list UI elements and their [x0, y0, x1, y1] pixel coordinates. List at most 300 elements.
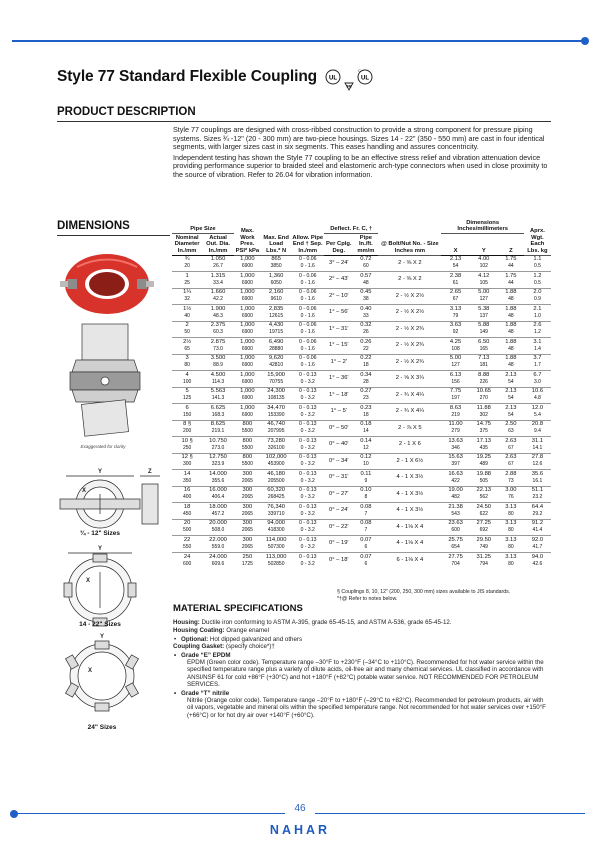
rule-dot — [10, 810, 18, 818]
nominal-diameter-cell: 22 550 — [172, 536, 202, 553]
actual-od-cell: 16.000 406.4 — [202, 486, 234, 503]
bolt-nut-cell: 4 - 1 X 3½ — [378, 486, 441, 503]
table-row — [172, 321, 551, 338]
end-load-cell: 46,740 207995 — [261, 420, 291, 437]
pipe-deflection-cell: 0.07 6 — [353, 552, 378, 569]
x-dimension-cell: 2.38 61 — [441, 272, 469, 289]
dimensions-header: Dimensions Inches/millimeters — [441, 219, 523, 234]
actual-od-cell: 4.500 114.3 — [202, 371, 234, 388]
weight-cell: 35.6 16.1 — [524, 470, 551, 487]
housing-label: Housing: — [173, 619, 200, 626]
bolt-nut-cell: 2 - ⅜ X 2 — [378, 255, 441, 272]
work-pressure-cell: 1,000 6900 — [234, 321, 261, 338]
bolt-nut-cell: 2 - 1 X 6 — [378, 437, 441, 454]
gasket-label: Coupling Gasket: — [173, 643, 225, 651]
end-load-cell: 113,000 502850 — [261, 552, 291, 569]
coating-label: Housing Coating: — [173, 627, 225, 635]
weight-cell: 1.2 0.5 — [524, 272, 551, 289]
product-description-heading: PRODUCT DESCRIPTION — [57, 106, 196, 118]
actual-od-cell: 3.500 88.9 — [202, 354, 234, 371]
weight-cell: 51.1 23.2 — [524, 486, 551, 503]
actual-od-cell: 2.375 60.3 — [202, 321, 234, 338]
nominal-diameter-cell: 1¼ 32 — [172, 288, 202, 305]
x-dimension-cell: 19.00 482 — [441, 486, 469, 503]
ul-listed-icon — [326, 70, 340, 84]
pipe-end-separation-cell: 0 - 0.13 0 - 3.2 — [291, 536, 324, 553]
optional-text: Hot dipped galvanized and others — [209, 635, 303, 643]
page-title: Style 77 Standard Flexible Coupling — [57, 68, 318, 85]
x-dimension-cell: 2.13 54 — [441, 255, 469, 272]
pipe-deflection-cell: 0.72 60 — [353, 255, 378, 272]
nominal-diameter-cell: 2½ 65 — [172, 338, 202, 355]
actual-od-cell: 14.000 355.6 — [202, 470, 234, 487]
table-row — [172, 255, 551, 272]
per-coupling-deflection-cell: 0° – 40' — [324, 437, 353, 454]
per-coupling-deflection-cell: 0° – 22' — [324, 519, 353, 536]
end-load-cell: 46,180 205500 — [261, 470, 291, 487]
actual-od-cell: 20.000 508.0 — [202, 519, 234, 536]
y-dimension-cell: 11.88 302 — [470, 404, 498, 421]
end-load-cell: 114,000 507300 — [261, 536, 291, 553]
work-pressure-cell: 1,000 6900 — [234, 338, 261, 355]
y-dimension-cell: 19.25 489 — [470, 453, 498, 470]
nominal-diameter-cell: 14 350 — [172, 470, 202, 487]
nominal-diameter-header: Nominal Diameter In./mm — [172, 234, 202, 256]
pipe-end-separation-cell: 0 - 0.13 0 - 3.2 — [291, 437, 324, 454]
table-row — [172, 536, 551, 553]
work-pressure-cell: 300 2065 — [234, 519, 261, 536]
x-dimension-cell: 21.38 543 — [441, 503, 469, 520]
table-row — [172, 503, 551, 520]
coupling-illustrations — [52, 232, 170, 736]
end-load-cell: 94,000 418300 — [261, 519, 291, 536]
y-dimension-cell: 14.75 375 — [470, 420, 498, 437]
nominal-diameter-cell: 18 450 — [172, 503, 202, 520]
x-dimension-cell: 13.63 346 — [441, 437, 469, 454]
weight-cell: 6.7 3.0 — [524, 371, 551, 388]
pipe-deflection-header: Pipe In./ft. mm/m — [353, 234, 378, 256]
work-pressure-cell: 800 5500 — [234, 420, 261, 437]
pipe-end-separation-cell: 0 - 0.06 0 - 1.6 — [291, 272, 324, 289]
bolt-nut-header: @ Bolt/Nut No. - Size Inches mm — [378, 219, 441, 255]
pipe-deflection-cell: 0.14 12 — [353, 437, 378, 454]
work-pressure-cell: 1,000 6900 — [234, 255, 261, 272]
dimensions-table — [172, 219, 551, 569]
rule-dot — [581, 37, 589, 45]
end-load-cell: 9,620 42810 — [261, 354, 291, 371]
table-row — [172, 453, 551, 470]
y-dimension-cell: 8.88 226 — [470, 371, 498, 388]
large-size-drawing — [66, 641, 139, 711]
end-load-cell: 4,430 19715 — [261, 321, 291, 338]
weight-cell: 1.1 0.5 — [524, 255, 551, 272]
y-dimension-cell: 17.13 435 — [470, 437, 498, 454]
pipe-size-header: Pipe Size — [172, 219, 234, 234]
z-header: Z — [498, 234, 524, 256]
nominal-diameter-cell: 24 600 — [172, 552, 202, 569]
z-dimension-cell: 2.13 54 — [498, 404, 524, 421]
y-dimension-cell: 22.13 562 — [470, 486, 498, 503]
work-pressure-cell: 1,000 6900 — [234, 387, 261, 404]
nominal-diameter-cell: 6 150 — [172, 404, 202, 421]
per-coupling-deflection-cell: 1° – 56' — [324, 305, 353, 322]
pipe-end-separation-cell: 0 - 0.06 0 - 1.6 — [291, 321, 324, 338]
z-dimension-cell: 3.13 80 — [498, 536, 524, 553]
grade-e-text: EPDM (Green color code). Temperature range –30°F to +230°F (–34°C to +110°C). Recommended for hot water service within the specified temperature range plus a variety of dilute acids, oil-free air and many chemical services. UL classified in accordance with ANSI/NSF 61 for cold +86°F (+30°C) and hot +180°F (+82°C) potable water service. NOT RECOMMENDED FOR PETROLEUM SERVICES. — [187, 659, 544, 689]
work-pressure-cell: 1,000 6900 — [234, 272, 261, 289]
weight-cell: 91.2 41.4 — [524, 519, 551, 536]
bolt-nut-cell: 2 - 1 X 6½ — [378, 453, 441, 470]
section-rule — [57, 121, 551, 122]
actual-od-cell: 5.563 141.3 — [202, 387, 234, 404]
pipe-deflection-cell: 0.32 26 — [353, 321, 378, 338]
z-dimension-cell: 3.13 80 — [498, 519, 524, 536]
work-pressure-header: Max. Work Pres. PSI* kPa — [234, 219, 261, 255]
table-row — [172, 486, 551, 503]
work-pressure-cell: 800 5500 — [234, 437, 261, 454]
y-dimension-cell: 5.00 127 — [470, 288, 498, 305]
end-load-cell: 60,320 268425 — [261, 486, 291, 503]
work-pressure-cell: 1,000 6900 — [234, 305, 261, 322]
pipe-deflection-cell: 0.57 48 — [353, 272, 378, 289]
end-load-cell: 34,470 153390 — [261, 404, 291, 421]
pipe-end-separation-cell: 0 - 0.13 0 - 3.2 — [291, 486, 324, 503]
table-row — [172, 437, 551, 454]
work-pressure-cell: 1,000 6900 — [234, 404, 261, 421]
actual-od-cell: 12.750 323.9 — [202, 453, 234, 470]
per-coupling-deflection-cell: 0° – 31' — [324, 470, 353, 487]
certification-marks — [325, 67, 381, 93]
weight-cell: 2.6 1.2 — [524, 321, 551, 338]
pipe-end-separation-cell: 0 - 0.06 0 - 1.6 — [291, 354, 324, 371]
table-row — [172, 288, 551, 305]
table-header-row — [172, 219, 551, 234]
end-load-cell: 2,160 9610 — [261, 288, 291, 305]
gasket-text: (specify choice*)† — [225, 643, 275, 651]
table-row — [172, 552, 551, 569]
svg-text:FM: FM — [346, 84, 352, 89]
end-load-cell: 102,000 453900 — [261, 453, 291, 470]
pipe-deflection-cell: 0.40 33 — [353, 305, 378, 322]
deflection-header: Deflect. Fr. C, † — [324, 219, 378, 234]
mid-size-caption: 14 - 22" Sizes — [79, 621, 121, 628]
dimension-label-y: Y — [98, 469, 103, 475]
x-dimension-cell: 5.00 127 — [441, 354, 469, 371]
work-pressure-cell: 1,000 6900 — [234, 371, 261, 388]
table-row — [172, 272, 551, 289]
y-dimension-cell: 10.65 270 — [470, 387, 498, 404]
per-coupling-deflection-cell: 1° – 18' — [324, 387, 353, 404]
x-dimension-cell: 4.25 108 — [441, 338, 469, 355]
pipe-deflection-cell: 0.08 7 — [353, 503, 378, 520]
gasket-spec — [173, 643, 549, 650]
y-dimension-cell: 31.25 794 — [470, 552, 498, 569]
pipe-end-separation-header: Allow. Pipe End † Sep. In./mm — [291, 219, 324, 255]
table-footnotes — [337, 589, 551, 603]
end-load-header: Max. End Load Lbs.* N — [261, 219, 291, 255]
bolt-nut-cell: 2 - ¾ X 4¼ — [378, 404, 441, 421]
weight-cell: 10.6 4.8 — [524, 387, 551, 404]
end-load-cell: 2,835 12615 — [261, 305, 291, 322]
small-size-drawing — [60, 476, 160, 528]
bolt-nut-cell: 2 - ½ X 2½ — [378, 288, 441, 305]
table-row — [172, 404, 551, 421]
nominal-diameter-cell: 3 80 — [172, 354, 202, 371]
bolt-nut-cell: 4 - 1⅛ X 4 — [378, 519, 441, 536]
z-dimension-cell: 2.88 73 — [498, 470, 524, 487]
per-coupling-deflection-cell: 0° – 19' — [324, 536, 353, 553]
grade-e-title: • Grade “E” EPDM — [173, 652, 549, 659]
actual-od-cell: 22.000 559.0 — [202, 536, 234, 553]
pipe-end-separation-cell: 0 - 0.13 0 - 3.2 — [291, 470, 324, 487]
work-pressure-cell: 300 2065 — [234, 486, 261, 503]
pipe-deflection-cell: 0.18 14 — [353, 420, 378, 437]
nominal-diameter-cell: 16 400 — [172, 486, 202, 503]
pipe-deflection-cell: 0.34 28 — [353, 371, 378, 388]
per-coupling-deflection-cell: 0° – 18' — [324, 552, 353, 569]
z-dimension-cell: 1.88 48 — [498, 354, 524, 371]
work-pressure-cell: 300 2065 — [234, 536, 261, 553]
z-dimension-cell: 3.13 80 — [498, 552, 524, 569]
nominal-diameter-cell: 8 § 200 — [172, 420, 202, 437]
per-coupling-deflection-cell: 1° – 5' — [324, 404, 353, 421]
exaggerated-caption: Exaggerated for clarity — [80, 444, 126, 449]
y-dimension-cell: 4.12 105 — [470, 272, 498, 289]
svg-text:UL: UL — [329, 75, 337, 82]
bolt-nut-cell: 2 - ¾ X 4¼ — [378, 387, 441, 404]
z-dimension-cell: 2.13 54 — [498, 387, 524, 404]
end-load-cell: 15,900 70755 — [261, 371, 291, 388]
bolt-nut-cell: 6 - 1⅛ X 4 — [378, 552, 441, 569]
x-dimension-cell: 27.75 704 — [441, 552, 469, 569]
ulc-listed-icon — [358, 69, 372, 84]
y-header: Y — [470, 234, 498, 256]
bolt-nut-cell: 2 - ½ X 2¾ — [378, 354, 441, 371]
actual-od-cell: 1.050 26.7 — [202, 255, 234, 272]
dimension-label-y: Y — [100, 634, 105, 640]
z-dimension-cell: 1.88 48 — [498, 288, 524, 305]
bolt-nut-cell: 2 - ½ X 2¾ — [378, 321, 441, 338]
y-dimension-cell: 29.50 749 — [470, 536, 498, 553]
x-dimension-cell: 25.75 654 — [441, 536, 469, 553]
weight-cell: 92.0 41.7 — [524, 536, 551, 553]
per-coupling-deflection-cell: 0° – 27' — [324, 486, 353, 503]
nominal-diameter-cell: ¾ 20 — [172, 255, 202, 272]
end-load-cell: 73,280 326100 — [261, 437, 291, 454]
svg-text:UL: UL — [361, 75, 369, 82]
pipe-deflection-cell: 0.23 18 — [353, 404, 378, 421]
actual-od-cell: 6.625 168.3 — [202, 404, 234, 421]
grade-t-text: Nitrile (Orange color code). Temperature range –20°F to +180°F (–29°C to +82°C). Recommended for petroleum products, air with oil vapors, vegetable and mineral oils within the specified temperature range. Not recommended for hot water services over +150°F (+66°C) or for hot dry air over +140°F (+60°C). — [187, 697, 546, 719]
z-dimension-cell: 3.13 80 — [498, 503, 524, 520]
end-load-cell: 1,360 6050 — [261, 272, 291, 289]
footnote: § Couplings 8, 10, 12" (200, 250, 300 mm) sizes available to JIS standards. — [337, 589, 511, 595]
x-dimension-cell: 15.63 397 — [441, 453, 469, 470]
coating-spec — [173, 627, 549, 634]
per-coupling-header: Per Cplg. Deg. — [324, 234, 353, 256]
table-row — [172, 305, 551, 322]
coating-text: Orange enamel — [226, 627, 269, 635]
weight-cell: 3.1 1.4 — [524, 338, 551, 355]
x-dimension-cell: 23.63 600 — [441, 519, 469, 536]
page-number: 46 — [285, 803, 315, 814]
per-coupling-deflection-cell: 1° – 36' — [324, 371, 353, 388]
small-size-caption: ¾ - 12" Sizes — [80, 530, 120, 537]
end-load-cell: 24,300 108135 — [261, 387, 291, 404]
optional-spec — [173, 636, 549, 643]
per-coupling-deflection-cell: 2° – 10' — [324, 288, 353, 305]
per-coupling-deflection-cell: 0° – 50' — [324, 420, 353, 437]
actual-od-cell: 24.000 609.6 — [202, 552, 234, 569]
large-size-caption: 24" Sizes — [87, 724, 117, 731]
x-dimension-cell: 6.13 156 — [441, 371, 469, 388]
x-dimension-cell: 2.65 67 — [441, 288, 469, 305]
pipe-end-separation-cell: 0 - 0.13 0 - 3.2 — [291, 420, 324, 437]
z-dimension-cell: 2.63 67 — [498, 437, 524, 454]
pipe-end-separation-cell: 0 - 0.13 0 - 3.2 — [291, 371, 324, 388]
dimension-label-x: X — [88, 668, 93, 674]
table-row — [172, 338, 551, 355]
table-row — [172, 519, 551, 536]
x-dimension-cell: 16.63 422 — [441, 470, 469, 487]
pipe-deflection-cell: 0.45 38 — [353, 288, 378, 305]
end-load-cell: 865 3850 — [261, 255, 291, 272]
pipe-deflection-cell: 0.10 8 — [353, 486, 378, 503]
description-paragraph: Style 77 couplings are designed with cross-ribbed construction to provide a strong component for pressure piping systems. Sizes ¾ -12" (20 - 300 mm) are two-piece housings. Sizes 14 - 22" (350 - 550 mm) are cast in four identical segments, with larger sizes cast in six segments. This eases handling and assures concentricity. — [173, 125, 545, 151]
work-pressure-cell: 300 2065 — [234, 503, 261, 520]
pipe-deflection-cell: 0.07 6 — [353, 536, 378, 553]
nominal-diameter-cell: 12 § 300 — [172, 453, 202, 470]
bolt-nut-cell: 2 - ⅝ X 3¼ — [378, 371, 441, 388]
pipe-deflection-cell: 0.11 9 — [353, 470, 378, 487]
nominal-diameter-cell: 2 50 — [172, 321, 202, 338]
actual-od-header: Actual Out. Dia. In./mm — [202, 234, 234, 256]
top-rule — [12, 40, 585, 42]
pipe-deflection-cell: 0.27 23 — [353, 387, 378, 404]
housing-text: Ductile iron conforming to ASTM A-395, grade 65-45-15, and ASTM A-536, grade 65-45-12. — [201, 619, 452, 626]
bolt-nut-cell: 2 - ⅞ X 5 — [378, 420, 441, 437]
y-dimension-cell: 5.38 137 — [470, 305, 498, 322]
product-description-text — [173, 126, 549, 181]
z-dimension-cell: 1.75 44 — [498, 272, 524, 289]
coupling-photo — [60, 254, 154, 314]
table-row — [172, 420, 551, 437]
z-dimension-cell: 2.13 54 — [498, 371, 524, 388]
footnote: *†@ Refer to notes below. — [337, 596, 398, 602]
y-dimension-cell: 4.00 102 — [470, 255, 498, 272]
dimensions-heading: DIMENSIONS — [57, 220, 130, 232]
description-paragraph: Independent testing has shown the Style 77 coupling to be an effective stress relief and vibration attenuation device providing performance superior to braided steel and elastomeric arch-type connectors when used in close proximity to the source of vibration. Refer to 26.04 for vibration information. — [173, 152, 548, 179]
pipe-deflection-cell: 0.26 22 — [353, 338, 378, 355]
pipe-end-separation-cell: 0 - 0.13 0 - 3.2 — [291, 387, 324, 404]
table-row — [172, 387, 551, 404]
z-dimension-cell: 1.88 48 — [498, 321, 524, 338]
actual-od-cell: 1.315 33.4 — [202, 272, 234, 289]
pipe-deflection-cell: 0.22 18 — [353, 354, 378, 371]
work-pressure-cell: 250 1725 — [234, 552, 261, 569]
bolt-nut-cell: 4 - 1 X 3½ — [378, 470, 441, 487]
pipe-end-separation-cell: 0 - 0.06 0 - 1.6 — [291, 338, 324, 355]
z-dimension-cell: 2.63 67 — [498, 453, 524, 470]
pipe-end-separation-cell: 0 - 0.13 0 - 3.2 — [291, 503, 324, 520]
weight-cell: 94.0 42.6 — [524, 552, 551, 569]
nominal-diameter-cell: 1 25 — [172, 272, 202, 289]
grade-t-title: • Grade “T” nitrile — [173, 690, 549, 697]
z-dimension-cell: 2.50 63 — [498, 420, 524, 437]
pipe-end-separation-cell: 0 - 0.13 0 - 3.2 — [291, 404, 324, 421]
bolt-nut-cell: 2 - ½ X 2½ — [378, 305, 441, 322]
weight-cell: 20.8 9.4 — [524, 420, 551, 437]
x-dimension-cell: 11.00 279 — [441, 420, 469, 437]
y-dimension-cell: 6.50 165 — [470, 338, 498, 355]
pipe-end-separation-cell: 0 - 0.06 0 - 1.6 — [291, 255, 324, 272]
x-dimension-cell: 3.63 92 — [441, 321, 469, 338]
nominal-diameter-cell: 4 100 — [172, 371, 202, 388]
nominal-diameter-cell: 1½ 40 — [172, 305, 202, 322]
dimension-label-x: X — [86, 578, 91, 584]
material-specifications — [173, 619, 549, 720]
pipe-end-separation-cell: 0 - 0.13 0 - 3.2 — [291, 453, 324, 470]
weight-header: Aprx. Wgt. Each Lbs. kg — [524, 219, 551, 255]
y-dimension-cell: 7.13 181 — [470, 354, 498, 371]
table-row — [172, 354, 551, 371]
weight-cell: 3.7 1.7 — [524, 354, 551, 371]
pipe-end-separation-cell: 0 - 0.06 0 - 1.6 — [291, 288, 324, 305]
per-coupling-deflection-cell: 3° – 24' — [324, 255, 353, 272]
dimension-label-x: X — [82, 488, 87, 494]
z-dimension-cell: 3.00 76 — [498, 486, 524, 503]
end-load-cell: 6,490 28880 — [261, 338, 291, 355]
weight-cell: 64.4 29.2 — [524, 503, 551, 520]
work-pressure-cell: 300 2065 — [234, 470, 261, 487]
per-coupling-deflection-cell: 0° – 34' — [324, 453, 353, 470]
weight-cell: 12.0 5.4 — [524, 404, 551, 421]
end-load-cell: 76,340 339710 — [261, 503, 291, 520]
weight-cell: 31.1 14.1 — [524, 437, 551, 454]
z-dimension-cell: 1.88 48 — [498, 338, 524, 355]
weight-cell: 2.1 1.0 — [524, 305, 551, 322]
table-row — [172, 470, 551, 487]
optional-label: Optional: — [181, 635, 209, 643]
z-dimension-cell: 1.88 48 — [498, 305, 524, 322]
housing-spec — [173, 619, 549, 626]
actual-od-cell: 2.875 73.0 — [202, 338, 234, 355]
y-dimension-cell: 5.88 149 — [470, 321, 498, 338]
dimension-label-z: Z — [148, 469, 152, 475]
material-specifications-heading: MATERIAL SPECIFICATIONS — [173, 603, 303, 614]
pipe-deflection-cell: 0.08 7 — [353, 519, 378, 536]
pipe-end-separation-cell: 0 - 0.13 0 - 3.2 — [291, 519, 324, 536]
x-dimension-cell: 3.13 79 — [441, 305, 469, 322]
z-dimension-cell: 1.75 44 — [498, 255, 524, 272]
pipe-end-separation-cell: 0 - 0.06 0 - 1.6 — [291, 305, 324, 322]
brand-logo: NAHAR — [269, 823, 331, 837]
bolt-nut-cell: 4 - 1 X 3½ — [378, 503, 441, 520]
actual-od-cell: 18.000 457.2 — [202, 503, 234, 520]
actual-od-cell: 10.750 273.0 — [202, 437, 234, 454]
bolt-nut-cell: 4 - 1⅛ X 4 — [378, 536, 441, 553]
per-coupling-deflection-cell: 1° – 2' — [324, 354, 353, 371]
bolt-nut-cell: 2 - ⅜ X 2 — [378, 272, 441, 289]
x-dimension-cell: 8.63 219 — [441, 404, 469, 421]
weight-cell: 2.0 0.9 — [524, 288, 551, 305]
actual-od-cell: 8.625 219.1 — [202, 420, 234, 437]
per-coupling-deflection-cell: 1° – 31' — [324, 321, 353, 338]
work-pressure-cell: 800 5500 — [234, 453, 261, 470]
nominal-diameter-cell: 10 § 250 — [172, 437, 202, 454]
deflection-drawing — [70, 324, 140, 436]
nominal-diameter-cell: 5 125 — [172, 387, 202, 404]
